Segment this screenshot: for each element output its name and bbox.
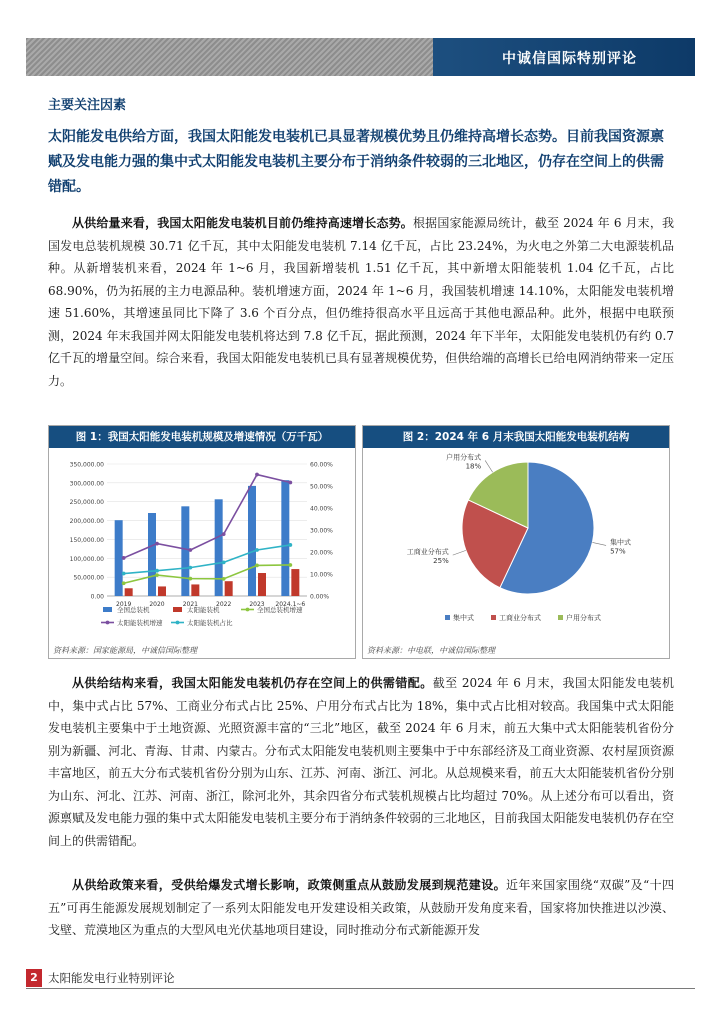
y-right-tick-label: 10.00% bbox=[310, 571, 333, 579]
y-right-tick-label: 50.00% bbox=[310, 483, 333, 491]
paragraph-lead: 从供给政策来看，受供给爆发式增长影响，政策侧重点从鼓励发展到规范建设。 bbox=[72, 878, 506, 892]
series-point-0 bbox=[155, 573, 159, 577]
bar-0 bbox=[215, 499, 223, 596]
bar-1 bbox=[158, 586, 166, 596]
bar-1 bbox=[291, 569, 299, 596]
figure-2-title: 图 2：2024 年 6 月末我国太阳能发电装机结构 bbox=[363, 426, 669, 448]
header-banner bbox=[26, 38, 695, 76]
bar-0 bbox=[115, 520, 123, 596]
legend-label: 集中式 bbox=[453, 614, 474, 622]
footer-divider bbox=[26, 988, 695, 989]
y-left-tick-label: 0.00 bbox=[90, 593, 104, 601]
y-left-tick-label: 50,000.00 bbox=[73, 574, 104, 582]
x-tick-label: 2024.1~6 bbox=[275, 601, 306, 608]
series-point-2 bbox=[122, 572, 126, 576]
legend-marker bbox=[246, 608, 250, 612]
paragraph-lead: 从供给量来看，我国太阳能发电装机目前仍维持高速增长态势。 bbox=[72, 216, 413, 230]
page-number: 2 bbox=[26, 969, 42, 987]
bar-0 bbox=[281, 480, 289, 596]
legend-swatch bbox=[103, 607, 112, 612]
pie-label: 集中式 bbox=[610, 538, 632, 547]
pie-leader-line bbox=[592, 542, 606, 545]
series-point-1 bbox=[288, 481, 292, 485]
legend-swatch bbox=[491, 615, 496, 620]
x-tick-label: 2020 bbox=[149, 601, 165, 608]
paragraph-supply-volume bbox=[48, 212, 674, 392]
footer-title: 太阳能发电行业特别评论 bbox=[48, 971, 175, 985]
y-left-tick-label: 300,000.00 bbox=[69, 480, 104, 488]
series-point-0 bbox=[188, 577, 192, 581]
legend-label: 全国总装机 bbox=[117, 606, 150, 614]
series-point-1 bbox=[122, 556, 126, 560]
y-right-tick-label: 0.00% bbox=[310, 593, 330, 601]
pie-label: 工商业分布式 bbox=[406, 548, 449, 557]
series-point-0 bbox=[255, 564, 259, 568]
y-right-tick-label: 30.00% bbox=[310, 527, 333, 535]
y-right-tick-label: 60.00% bbox=[310, 461, 333, 469]
pie-leader-line bbox=[485, 460, 493, 472]
y-left-tick-label: 250,000.00 bbox=[69, 499, 104, 507]
x-tick-label: 2022 bbox=[216, 601, 232, 608]
series-point-2 bbox=[255, 548, 259, 552]
bar-1 bbox=[125, 588, 133, 596]
bar-1 bbox=[258, 573, 266, 596]
series-point-1 bbox=[155, 542, 159, 546]
paragraph-supply-policy bbox=[48, 874, 674, 942]
pie-label: 户用分布式 bbox=[446, 453, 482, 462]
series-point-0 bbox=[288, 563, 292, 567]
y-left-tick-label: 100,000.00 bbox=[69, 555, 104, 563]
legend-marker bbox=[176, 621, 180, 625]
series-point-0 bbox=[222, 577, 226, 581]
legend-swatch bbox=[173, 607, 182, 612]
legend-label: 户用分布式 bbox=[566, 614, 601, 622]
figure-1 bbox=[48, 425, 356, 659]
pie-value-label: 57% bbox=[610, 547, 626, 556]
header-title: 中诚信国际特别评论 bbox=[502, 51, 637, 67]
header-title-block bbox=[433, 38, 695, 76]
bar-0 bbox=[148, 513, 156, 596]
legend-label: 太阳能装机 bbox=[187, 606, 220, 614]
pie-value-label: 25% bbox=[433, 557, 449, 566]
legend-marker bbox=[106, 621, 110, 625]
installed-capacity-chart bbox=[49, 448, 355, 640]
bar-1 bbox=[191, 584, 199, 596]
paragraph-body: 截至 2024 年 6 月末，我国太阳能发电装机中，集中式占比 57%、工商业分布式占比 25%、户用分布式占比为 18%，集中式占比相对较高。我国集中式太阳能发电装机主要集中于土地资源、光照资源丰富的“三北”地区，截至 2024 年 6 月末，前五大集中式太阳能装机省份分别为新疆、河北、青海、甘肃、内蒙古。分布式太阳能发电装机则主要集中于中东部经济及工商业资源、农村屋顶资源丰富地区，前五大分布式装机省份分别为山东、江苏、河南、浙江、河北。从总规模来看，前五大太阳能装机省份分别为山东、河北、江苏、河南、浙江，除河北外，其余四省分布式装机规模占比均超过 70%。从上述分布可以看出，资源禀赋及发电能力强的集中式太阳能发电装机主要分布于消纳条件较弱的三北地区，目前我国太阳能发电装机仍存在空间上的供需错配。 bbox=[48, 676, 674, 848]
legend-swatch bbox=[558, 615, 563, 620]
paragraph-lead: 从供给结构来看，我国太阳能发电装机仍存在空间上的供需错配。 bbox=[72, 676, 433, 690]
bar-0 bbox=[248, 486, 256, 596]
pie-leader-line bbox=[453, 550, 466, 555]
bar-1 bbox=[225, 581, 233, 596]
bar-0 bbox=[181, 506, 189, 596]
y-left-tick-label: 150,000.00 bbox=[69, 536, 104, 544]
section-title: 主要关注因素 bbox=[48, 98, 127, 113]
series-point-1 bbox=[188, 548, 192, 552]
figure-1-title: 图 1：我国太阳能发电装机规模及增速情况（万千瓦） bbox=[49, 426, 355, 448]
capacity-structure-pie-chart bbox=[363, 448, 669, 640]
series-point-2 bbox=[155, 569, 159, 573]
series-point-1 bbox=[222, 532, 226, 536]
series-point-1 bbox=[255, 473, 259, 477]
y-left-tick-label: 350,000.00 bbox=[69, 461, 104, 469]
legend-label: 全国总装机增速 bbox=[257, 606, 303, 614]
legend-swatch bbox=[445, 615, 450, 620]
series-point-2 bbox=[222, 560, 226, 564]
legend-label: 太阳能装机增速 bbox=[117, 619, 163, 627]
legend-label: 工商业分布式 bbox=[499, 614, 541, 622]
x-tick-label: 2023 bbox=[249, 601, 265, 608]
paragraph-body: 近年来国家围绕“双碳”及“十四五”可再生能源发展规划制定了一系列太阳能发电开发建设相关政策，从鼓励开发角度来看，国家将加快推进以沙漠、戈壁、荒漠地区为重点的大型风电光伏基地项目建设，同时推动分布式新能源开发 bbox=[48, 878, 674, 937]
paragraph-supply-structure bbox=[48, 672, 674, 852]
x-tick-label: 2019 bbox=[116, 601, 132, 608]
series-point-2 bbox=[288, 543, 292, 547]
x-tick-label: 2021 bbox=[182, 601, 198, 608]
figure-2-source: 资料来源：中电联，中诚信国际整理 bbox=[367, 646, 495, 655]
y-left-tick-label: 200,000.00 bbox=[69, 518, 104, 526]
y-right-tick-label: 40.00% bbox=[310, 505, 333, 513]
paragraph-body: 根据国家能源局统计，截至 2024 年 6 月末，我国发电总装机规模 30.71 亿千瓦，其中太阳能发电装机 7.14 亿千瓦，占比 23.24%，为火电之外第二大电源装机品种。从新增装机来看，2024 年 1~6 月，我国新增装机 1.51 亿千瓦，其中新增太阳能装机 1.04 亿千瓦，占比 68.90%，仍为拓展的主力电源品种。装机增速方面，2024 年 1~6 月，我国装机增速 14.10%，太阳能发电装机增速 51.60%，其增速虽同比下降了 3.6 个百分点，但仍维持很高水平且远高于其他电源品种。此外，根据中电联预测，2024 年末我国并网太阳能发电装机将达到 7.8 亿千瓦，据此预测，2024 年下半年，太阳能发电装机仍有约 0.7 亿千瓦的增量空间。综合来看，我国太阳能发电装机已具有显著规模优势，但供给端的高增长已给电网消纳带来一定压力。 bbox=[48, 216, 674, 388]
legend-label: 太阳能装机占比 bbox=[187, 619, 233, 627]
figure-2 bbox=[362, 425, 670, 659]
y-right-tick-label: 20.00% bbox=[310, 549, 333, 557]
figure-1-source: 资料来源：国家能源局，中诚信国际整理 bbox=[53, 646, 197, 655]
series-point-2 bbox=[188, 566, 192, 570]
series-point-0 bbox=[122, 581, 126, 585]
summary-paragraph: 太阳能发电供给方面，我国太阳能发电装机已具显著规模优势且仍维持高增长态势。目前我国资源禀赋及发电能力强的集中式太阳能发电装机主要分布于消纳条件较弱的三北地区，仍存在空间上的供需错配。 bbox=[48, 129, 664, 195]
pie-value-label: 18% bbox=[465, 462, 482, 471]
